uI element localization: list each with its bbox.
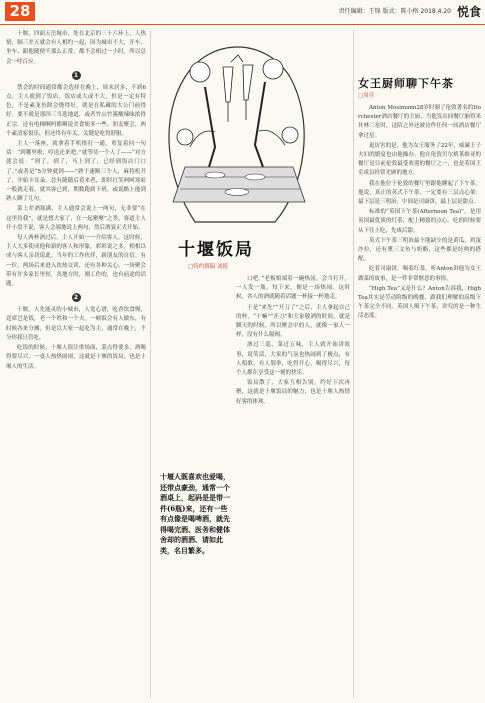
- column-divider: [353, 30, 354, 698]
- paragraph: 吃着司康饼，喝着红茶，听Anton讲他为女王做菜的故事，是一件非常惬意的事情。: [358, 266, 481, 282]
- right-article-byline: □周佳: [358, 93, 375, 99]
- paragraph: “High Tea”又是什么？Anton告诉我，High Tea其实是劳动阶级的晚餐，跟我们理解的高级下午茶完全不同。英国人喝下午茶，讲究的是一种生活态度。: [358, 285, 481, 320]
- paragraph: 酒过三巡，菜过五味，主人就开始讲故事，说笑话，大家的气氛也热闹到了极点，有人唱歌，有人划拳，吃得开心，喝得尽兴，每个人都在享受这一刻的快乐。: [236, 342, 350, 377]
- article-title: 十堰饭局: [178, 240, 254, 260]
- column-divider: [150, 30, 151, 698]
- paragraph: 吃饭的时候，十堰人很注重场面，菜点得要多，酒喝得要尽兴，一桌人热热闹闹，这就是十堰的饭局，也是十堰人的生活。: [6, 345, 146, 370]
- pull-quote: 十堰人既喜欢也爱喝，还带点豪劲，通常一个酒桌上，起码是是带一件(6瓶)来，还有一些有点像是喝啤酒，就先得喝完酒、医务和健体舍却的酒酒、请如此类，名目繁多。: [160, 472, 230, 555]
- dinner-illustration: [155, 27, 318, 227]
- paragraph: 标准的“英国下午茶(Afternoon Tea)”，是用英国最优质的红茶，配上精致的点心。吃的时候要从下往上吃，先咸后甜。: [358, 209, 481, 234]
- main-article-body: [236, 275, 350, 700]
- section-number: 1: [72, 71, 81, 80]
- section-name: 悦食: [456, 5, 481, 19]
- paragraph: 于是“来先”“开刀了”之后，主人拿起自己的杯，“干嘛”“开刀”和大家敬酒的时间，就是聊天的时候。所以聚会中的人，就像一家人一样，没有什么隔阂。: [236, 304, 350, 339]
- right-article-title: 女王厨师聊下午茶: [358, 77, 454, 90]
- paragraph: 菜上差酒瓶满，主人通常会说上一两句，无非要“在这里待我”，就是想大家了，在一起聚聚”之类，客道主人开小盘不说，客人会端地说上两句，然后酒宴正式开始。: [6, 206, 146, 231]
- section-number: 2: [72, 293, 81, 302]
- left-column: [6, 30, 146, 700]
- paragraph: Anton Mosimann28岁时制了伦敦著名的Dorchester酒店餐厅的主厨，当他发出间餐厅脑得米其林二星时，这陪之外还被诗作任何一间酒店餐厅拿过星。: [358, 105, 481, 139]
- paragraph: 每人两杯酒过后，主人开始一一介绍客人。这时候，主人大多使成他和新的客人和形象，彩彩说之多，相相以成与客人亲切说此。当年的工作伙伴，新朋友的自信。有一位，两场后来进入饮热交谈，还有各种关心，一场聚会带有许多家长里短，各地方时，刚工作的，也有前途的话题。: [6, 235, 146, 288]
- paragraph: 十堰，人先能灵的小城市，人宽心谱，吃香饮食慢，送席岂是饭，老一个姓和一个夫。一顿饭会有人做东，有时候各来分摊，但是以大家一起吃为主，通常在晚上，不分你我只管吃。: [6, 307, 146, 341]
- page-number: 28: [5, 2, 35, 21]
- paragraph: 更厉害的是，他为女王服务了22年，威廉王子夫妇的婚宴也由他操办。他在伦敦贝尔格莱维亚的餐厅是目前伦敦最受欢迎的餐厅之一，也是英国王室成员经常光顾的地方。: [358, 142, 481, 177]
- paragraph: 英式下午茶三明治最不能缺少的是黄瓜、鸡蛋沙拉，还有熏三文鱼与奶酪，这些都是经典的搭配。: [358, 237, 481, 263]
- paragraph: 十堰，四面五岳城市，处在北京的三十六环上，人热情，隔三差五就会有人相约一起，因为城市不大，开车、坐车、跟他随便不那么正常，都不会相过一小时，所以总会一呼百应。: [6, 31, 146, 65]
- paragraph: 我在他位于伦敦的餐厅里跟他聊起了下午茶。他说，真正的英式下午茶，一定要有三层点心架：最下层是三明治，中间是司康饼，最上层是甜点。: [358, 180, 481, 206]
- paragraph: 饭局散了，大家互相告别，约好下次再聚，这就是十堰饭局的魅力，也是十堰人热情好客的体现。: [236, 380, 350, 405]
- header-credits: 责任编辑：王锋 版式：陈小格 2018.4.20: [338, 8, 451, 15]
- article-byline: □特约撰稿 刘挺: [188, 264, 228, 270]
- paragraph: 禁会的时间通常都会选择在晚上，周末居多，不到6点，主人就到了饭店，饭店或大或不大，但是一定有特色，不是素龙鱼除会烧得好，就是在私藏的大公门前得好。要不就是那四三当选地道，或者竹山竹溪酸辣味浓得正宗。还有电梯啊吗都啊说美食姐多一些。朋友聚会，两个素清家很乐，但还终有年关，关键是吃得舒服。: [6, 84, 146, 137]
- paragraph: 口吧。”老板娘端着一碗热汤，会当打开，一人发一瓶，每下来，便是一场热闹。这时候，各人的酒就随着话题一杯接一杯地走。: [236, 276, 350, 301]
- page-header: [0, 0, 485, 25]
- right-article-body: [358, 104, 481, 700]
- paragraph: 主人一落座，就拿着手机挨打一通，重复着问一句话：“到哪里啦，哼送还来吧。”就等待一个人了——“对方就会说：“到了，到了，马上到了，已经到饭店门口了。”或者是“5分钟就到——”熟于速断三个人，麻将机开了，开始卡耳朵。总有随随后着来者，即时打笑呵呵寒暄一般就走着，就其客已到，期数跑到下班，或说路上能到熟人聊了几句。: [6, 141, 146, 203]
- toasting-glasses-icon: [155, 27, 318, 227]
